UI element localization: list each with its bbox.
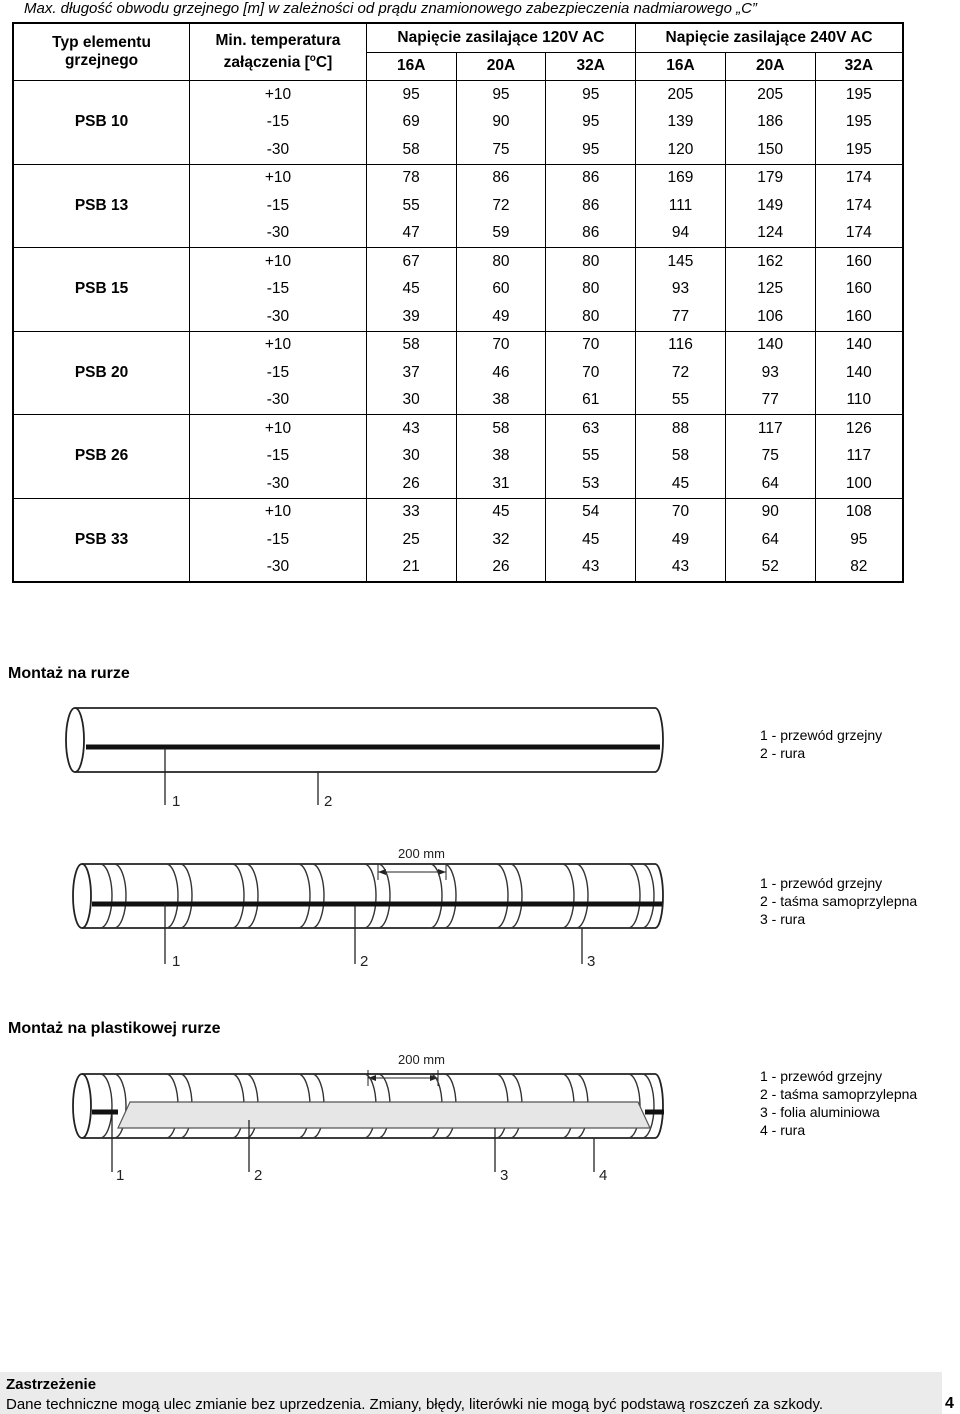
length-cell: 95 [546, 136, 636, 164]
element-type-cell: PSB 15 [13, 248, 190, 332]
length-cell: 100 [815, 470, 903, 498]
temperature-cell: +10 [190, 164, 367, 192]
temperature-cell: +10 [190, 248, 367, 276]
length-cell: 54 [546, 498, 636, 526]
temperature-cell: -15 [190, 359, 367, 387]
length-cell: 90 [456, 109, 546, 137]
length-cell: 75 [725, 443, 815, 471]
length-cell: 55 [546, 443, 636, 471]
length-cell: 47 [366, 220, 456, 248]
element-type-cell: PSB 33 [13, 498, 190, 582]
figure-pipe-straight [0, 700, 720, 815]
header-current: 16A [366, 52, 456, 81]
length-cell: 86 [546, 220, 636, 248]
header-min-temperature: Min. temperatura załączenia [$^o$C] [190, 23, 367, 81]
length-cell: 45 [546, 526, 636, 554]
element-type-cell: PSB 26 [13, 415, 190, 499]
length-cell: 31 [456, 470, 546, 498]
length-cell: 174 [815, 220, 903, 248]
length-cell: 174 [815, 192, 903, 220]
length-cell: 39 [366, 303, 456, 331]
temperature-cell: +10 [190, 331, 367, 359]
temperature-cell: -15 [190, 526, 367, 554]
length-cell: 26 [366, 470, 456, 498]
table-row [13, 164, 903, 192]
callout-2: 2 [360, 953, 369, 970]
tape-bands [100, 864, 654, 928]
header-current: 20A [725, 52, 815, 81]
callout-1: 1 [116, 1167, 125, 1184]
length-cell: 139 [636, 109, 726, 137]
length-cell: 26 [456, 554, 546, 583]
length-cell: 60 [456, 276, 546, 304]
length-cell: 32 [456, 526, 546, 554]
length-cell: 70 [636, 498, 726, 526]
header-current: 32A [815, 52, 903, 81]
length-cell: 145 [636, 248, 726, 276]
length-cell: 93 [725, 359, 815, 387]
length-cell: 49 [456, 303, 546, 331]
length-cell: 80 [456, 248, 546, 276]
length-cell: 70 [546, 359, 636, 387]
page-number: 4 [945, 1395, 954, 1412]
figure-plastic-pipe [0, 1048, 720, 1188]
length-cell: 93 [636, 276, 726, 304]
length-cell: 195 [815, 81, 903, 109]
length-cell: 82 [815, 554, 903, 583]
header-current: 16A [636, 52, 726, 81]
callout-2: 2 [254, 1167, 263, 1184]
header-current: 20A [456, 52, 546, 81]
length-cell: 52 [725, 554, 815, 583]
dimension-200mm: 200 mm [398, 1052, 445, 1067]
element-type-cell: PSB 10 [13, 81, 190, 165]
length-cell: 80 [546, 276, 636, 304]
header-voltage-240: Napięcie zasilające 240V AC [636, 23, 903, 52]
temperature-cell: -15 [190, 109, 367, 137]
section-title-pipe: Montaż na rurze [8, 665, 130, 682]
temperature-cell: -30 [190, 136, 367, 164]
temperature-cell: -30 [190, 303, 367, 331]
length-cell: 77 [636, 303, 726, 331]
length-cell: 64 [725, 526, 815, 554]
length-cell: 94 [636, 220, 726, 248]
length-cell: 37 [366, 359, 456, 387]
length-cell: 30 [366, 387, 456, 415]
callout-3: 3 [500, 1167, 509, 1184]
temperature-cell: -30 [190, 387, 367, 415]
length-cell: 63 [546, 415, 636, 443]
length-cell: 179 [725, 164, 815, 192]
length-cell: 160 [815, 276, 903, 304]
length-cell: 140 [815, 359, 903, 387]
length-cell: 77 [725, 387, 815, 415]
header-current: 32A [546, 52, 636, 81]
legend-fig2: 1 - przewód grzejny 2 - taśma samoprzylepna 3 - rura [760, 875, 918, 927]
temperature-cell: -15 [190, 276, 367, 304]
length-cell: 86 [456, 164, 546, 192]
length-cell: 33 [366, 498, 456, 526]
length-cell: 126 [815, 415, 903, 443]
length-cell: 55 [366, 192, 456, 220]
length-cell: 95 [456, 81, 546, 109]
footer-disclaimer: Dane techniczne mogą ulec zmianie bez uprzedzenia. Zmiany, błędy, literówki nie mogą być podstawą roszczeń za szkody. [6, 1396, 824, 1413]
length-cell: 43 [366, 415, 456, 443]
length-cell: 78 [366, 164, 456, 192]
length-cell: 21 [366, 554, 456, 583]
figure-pipe-with-tape [0, 842, 720, 970]
header-element-type: Typ elementu grzejnego [13, 23, 190, 81]
length-cell: 70 [456, 331, 546, 359]
length-cell: 162 [725, 248, 815, 276]
length-cell: 124 [725, 220, 815, 248]
length-cell: 205 [725, 81, 815, 109]
table-row [13, 331, 903, 359]
length-cell: 43 [546, 554, 636, 583]
table-caption: Max. długość obwodu grzejnego [m] w zależności od prądu znamionowego zabezpieczenia nadmiarowego „C” [24, 0, 757, 17]
length-cell: 69 [366, 109, 456, 137]
length-cell: 149 [725, 192, 815, 220]
length-cell: 61 [546, 387, 636, 415]
callout-1: 1 [172, 953, 181, 970]
length-cell: 70 [546, 331, 636, 359]
length-cell: 125 [725, 276, 815, 304]
length-cell: 58 [366, 136, 456, 164]
length-cell: 58 [366, 331, 456, 359]
length-cell: 75 [456, 136, 546, 164]
length-cell: 108 [815, 498, 903, 526]
temperature-cell: -15 [190, 443, 367, 471]
cable-length-table [12, 22, 904, 583]
length-cell: 46 [456, 359, 546, 387]
length-cell: 116 [636, 331, 726, 359]
length-cell: 160 [815, 303, 903, 331]
length-cell: 67 [366, 248, 456, 276]
callout-2: 2 [324, 793, 333, 810]
dimension-200mm: 200 mm [398, 846, 445, 861]
table-row [13, 415, 903, 443]
length-cell: 169 [636, 164, 726, 192]
length-cell: 58 [636, 443, 726, 471]
length-cell: 64 [725, 470, 815, 498]
element-type-cell: PSB 13 [13, 164, 190, 248]
length-cell: 174 [815, 164, 903, 192]
length-cell: 117 [815, 443, 903, 471]
length-cell: 25 [366, 526, 456, 554]
aluminium-foil [118, 1102, 650, 1128]
temperature-cell: -30 [190, 220, 367, 248]
length-cell: 86 [546, 164, 636, 192]
length-cell: 90 [725, 498, 815, 526]
length-cell: 88 [636, 415, 726, 443]
length-cell: 58 [456, 415, 546, 443]
length-cell: 45 [456, 498, 546, 526]
table-row [13, 498, 903, 526]
length-cell: 72 [456, 192, 546, 220]
length-cell: 49 [636, 526, 726, 554]
header-voltage-120: Napięcie zasilające 120V AC [366, 23, 635, 52]
length-cell: 59 [456, 220, 546, 248]
table-row [13, 248, 903, 276]
length-cell: 38 [456, 387, 546, 415]
length-cell: 140 [725, 331, 815, 359]
length-cell: 80 [546, 248, 636, 276]
length-cell: 160 [815, 248, 903, 276]
temperature-cell: +10 [190, 81, 367, 109]
callout-4: 4 [599, 1167, 608, 1184]
length-cell: 110 [815, 387, 903, 415]
length-cell: 205 [636, 81, 726, 109]
length-cell: 140 [815, 331, 903, 359]
length-cell: 120 [636, 136, 726, 164]
temperature-cell: -30 [190, 554, 367, 583]
temperature-cell: +10 [190, 415, 367, 443]
temperature-cell: -30 [190, 470, 367, 498]
length-cell: 106 [725, 303, 815, 331]
length-cell: 95 [546, 109, 636, 137]
section-title-plastic-pipe: Montaż na plastikowej rurze [8, 1020, 221, 1037]
temperature-cell: -15 [190, 192, 367, 220]
legend-fig3: 1 - przewód grzejny 2 - taśma samoprzylepna 3 - folia aluminiowa 4 - rura [760, 1068, 918, 1138]
length-cell: 111 [636, 192, 726, 220]
length-cell: 45 [366, 276, 456, 304]
length-cell: 195 [815, 136, 903, 164]
footer-title: Zastrzeżenie [6, 1376, 97, 1393]
length-cell: 195 [815, 109, 903, 137]
length-cell: 53 [546, 470, 636, 498]
length-cell: 38 [456, 443, 546, 471]
element-type-cell: PSB 20 [13, 331, 190, 415]
length-cell: 95 [815, 526, 903, 554]
length-cell: 80 [546, 303, 636, 331]
length-cell: 186 [725, 109, 815, 137]
legend-fig1: 1 - przewód grzejny 2 - rura [760, 727, 883, 761]
length-cell: 86 [546, 192, 636, 220]
length-cell: 45 [636, 470, 726, 498]
table-row [13, 81, 903, 109]
length-cell: 43 [636, 554, 726, 583]
length-cell: 55 [636, 387, 726, 415]
length-cell: 95 [366, 81, 456, 109]
temperature-cell: +10 [190, 498, 367, 526]
callout-1: 1 [172, 793, 181, 810]
length-cell: 30 [366, 443, 456, 471]
length-cell: 72 [636, 359, 726, 387]
length-cell: 117 [725, 415, 815, 443]
length-cell: 95 [546, 81, 636, 109]
length-cell: 150 [725, 136, 815, 164]
callout-3: 3 [587, 953, 596, 970]
